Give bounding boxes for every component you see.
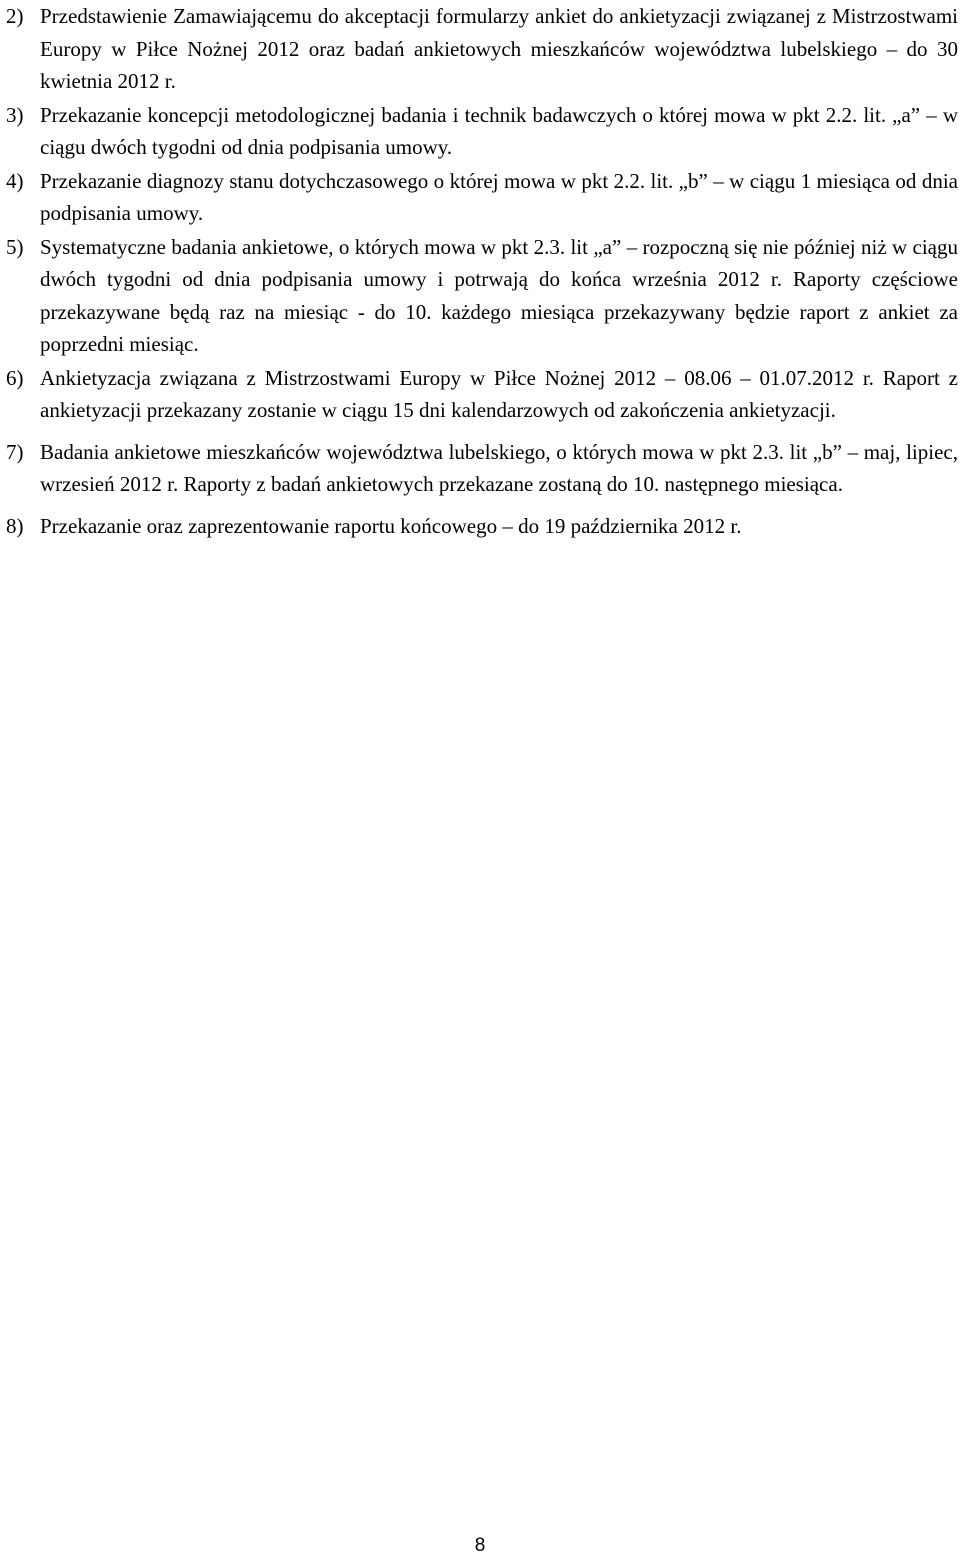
list-item	[6, 0, 958, 98]
list-item	[6, 510, 958, 543]
list-item	[6, 165, 958, 230]
list-item	[6, 436, 958, 501]
list-item-number: 2)	[6, 4, 24, 28]
list-item-number: 6)	[6, 365, 24, 390]
list-item-text: Przekazanie diagnozy stanu dotychczasowego o której mowa w pkt 2.2. lit. „b” – w ciągu 1 miesiąca od dnia podpisania umowy.	[40, 168, 958, 225]
list-item	[6, 231, 958, 361]
list-item-text: Przedstawienie Zamawiającemu do akceptacji formularzy ankiet do ankietyzacji związanej z Mistrzostwami Europy w Piłce Nożnej 2012 oraz badań ankietowych mieszkańców województwa lubelskiego – do 30 kwietnia 2012 r.	[40, 4, 958, 93]
list-item-text: Badania ankietowe mieszkańców województwa lubelskiego, o których mowa w pkt 2.3. lit „b” – maj, lipiec, wrzesień 2012 r. Raporty z badań ankietowych przekazane zostaną do 10. następnego miesiąca.	[40, 439, 958, 496]
list-item-text: Systematyczne badania ankietowe, o których mowa w pkt 2.3. lit „a” – rozpoczną się nie później niż w ciągu dwóch tygodni od dnia podpisania umowy i potrwają do końca września 2012 r. Raporty częściowe przekazywane będą raz na miesiąc - do 10. każdego miesiąca przekazywany będzie raport z ankiet za poprzedni miesiąc.	[40, 234, 958, 356]
numbered-list	[6, 0, 958, 551]
list-item	[6, 362, 958, 427]
page-number: 8	[474, 1535, 486, 1556]
list-item-number: 5)	[6, 234, 24, 259]
list-item	[6, 99, 958, 164]
list-item-number: 3)	[6, 102, 24, 127]
list-item-text: Ankietyzacja związana z Mistrzostwami Europy w Piłce Nożnej 2012 – 08.06 – 01.07.2012 r. Raport z ankietyzacji przekazany zostanie w ciągu 15 dni kalendarzowych od zakończenia ankietyzacji.	[40, 365, 958, 422]
list-item-text: Przekazanie koncepcji metodologicznej badania i technik badawczych o której mowa w pkt 2.2. lit. „a” – w ciągu dwóch tygodni od dnia podpisania umowy.	[40, 102, 958, 159]
list-item-number: 8)	[6, 513, 24, 538]
list-item-number: 7)	[6, 439, 24, 464]
list-item-number: 4)	[6, 168, 24, 193]
list-item-text: Przekazanie oraz zaprezentowanie raportu końcowego – do 19 października 2012 r.	[40, 513, 742, 538]
